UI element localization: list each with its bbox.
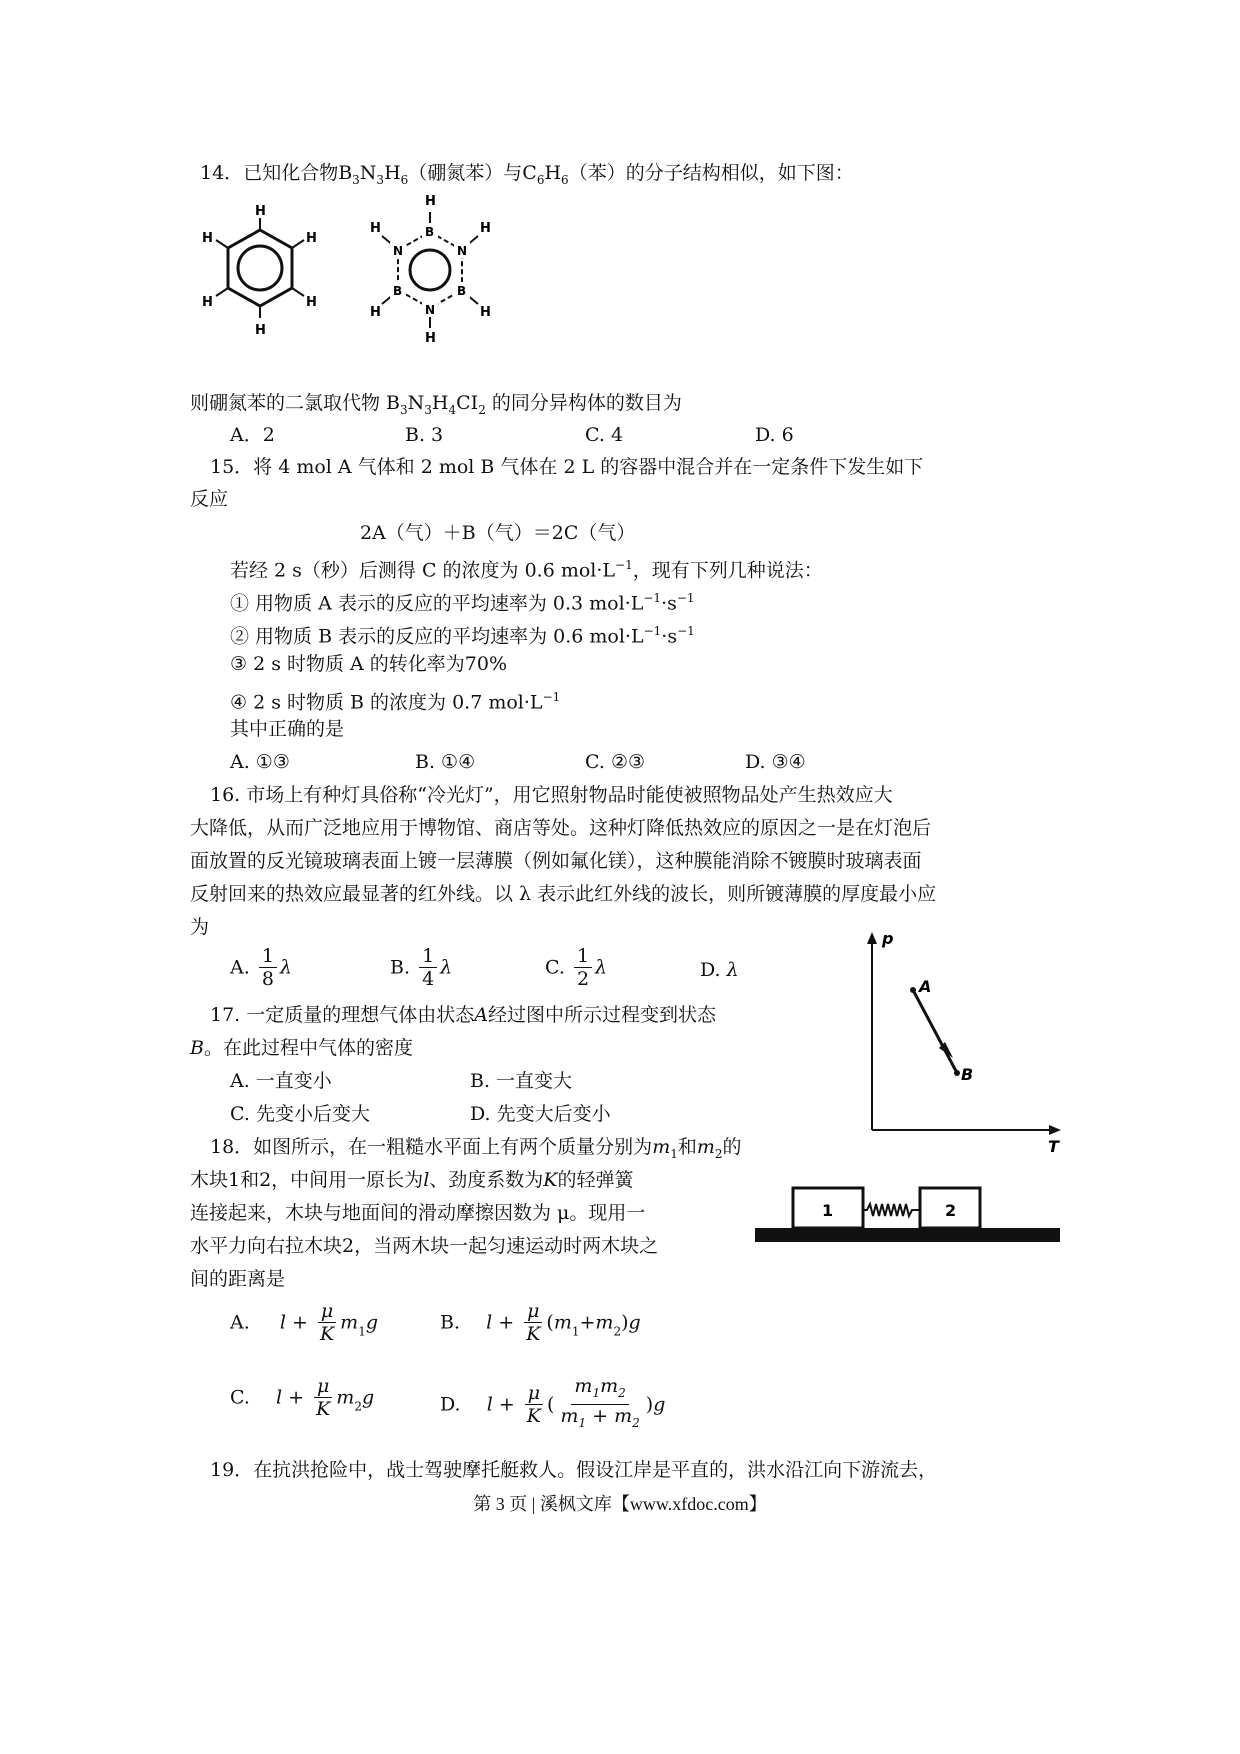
q18-option-a: A. l + $\frac{\mu}{K}$ $m_1g$ — [230, 1300, 378, 1345]
q14-line: 14．已知化合物$B_3N_3H_6$（硼氮苯）与$C_6H_6$（苯）的分子结构相似，如下图： — [200, 162, 854, 187]
svg-text:H: H — [255, 323, 266, 338]
q15-line-3: 若经 2 s（秒）后测得 C 的浓度为 0.6 $mol\cdot L^{-1}$，现有下列几种说法： — [230, 558, 823, 582]
q18-option-d: D. l + $\frac{\mu}{K}$ ( $\frac{m_1m_2}{m_1 + m_2}$ )g — [440, 1375, 666, 1430]
svg-text:T: T — [1048, 1137, 1059, 1156]
svg-text:N: N — [425, 303, 436, 317]
svg-text:H: H — [480, 221, 491, 236]
q15-statement-4: ④ 2 s 时物质 B 的浓度为 0.7 $mol\cdot L^{-1}$ — [230, 690, 561, 714]
q14-option-b: B. 3 — [405, 424, 444, 446]
q15-statement-1: ① 用物质 A 表示的反应的平均速率为 0.3 $mol\cdot L^{-1}\cdot s^{-1}$ — [230, 591, 695, 615]
svg-text:H: H — [255, 204, 266, 219]
q14-option-d: D. 6 — [755, 424, 794, 446]
q15-line-2: 反应 — [190, 488, 229, 510]
benzene-diagram — [190, 200, 330, 360]
q16-line-3: 面放置的反光镜玻璃表面上镀一层薄膜（例如氟化镁），这种膜能消除不镀膜时玻璃表面 — [190, 850, 922, 872]
q18-line-4: 水平力向右拉木块2，当两木块一起匀速运动时两木块之 — [190, 1235, 659, 1257]
q15-option-b: B. ①④ — [415, 751, 476, 773]
svg-text:A: A — [919, 977, 932, 996]
q14-option-c: C. 4 — [585, 424, 624, 446]
q17-option-b: B. 一直变大 — [470, 1070, 573, 1092]
svg-text:N: N — [393, 244, 404, 258]
q18-line-2: 木块1和2，中间用一原长为l、劲度系数为K的轻弹簧 — [190, 1169, 634, 1191]
svg-text:2: 2 — [945, 1201, 957, 1220]
q18-line-1: 18．如图所示，在一粗糙水平面上有两个质量分别为$m_1$和$m_2$的 — [210, 1136, 742, 1161]
svg-text:H: H — [306, 295, 317, 310]
q19-line-1: 19．在抗洪抢险中，战士驾驶摩托艇救人。假设江岸是平直的，洪水沿江向下游流去， — [210, 1459, 938, 1481]
svg-text:B: B — [961, 1065, 974, 1084]
q17-line-2: B。在此过程中气体的密度 — [190, 1037, 413, 1059]
q15-statement-3: ③ 2 s 时物质 A 的转化率为70% — [230, 653, 508, 675]
svg-text:1: 1 — [822, 1201, 834, 1220]
q16-option-d: D. λ — [700, 959, 739, 981]
q16-line-1: 16. 市场上有种灯具俗称“冷光灯”，用它照射物品时能使被照物品处产生热效应大 — [210, 784, 893, 806]
q17-line-1: 17. 一定质量的理想气体由状态A经过图中所示过程变到状态 — [210, 1004, 717, 1026]
q15-option-a: A. ①③ — [230, 751, 290, 773]
q17-option-d: D. 先变大后变小 — [470, 1103, 611, 1125]
q16-option-a: A. $\frac{1}{8}$ λ — [230, 945, 292, 990]
svg-text:N: N — [457, 244, 468, 258]
svg-text:H: H — [425, 194, 436, 209]
svg-text:H: H — [202, 231, 213, 246]
q15-question: 其中正确的是 — [230, 718, 345, 740]
page-footer: 第 3 页 | 溪枫文库【www.xfdoc.com】 — [473, 1494, 767, 1514]
q15-equation: 2A（气）＋B（气）＝2C（气） — [360, 522, 636, 544]
q16-line-4: 反射回来的热效应最显著的红外线。以 λ 表示此红外线的波长，则所镀薄膜的厚度最小应 — [190, 883, 937, 905]
q16-option-b: B. $\frac{1}{4}$ λ — [390, 945, 453, 990]
q15-option-d: D. ③④ — [745, 751, 806, 773]
svg-text:H: H — [425, 331, 436, 346]
q18-line-5: 间的距离是 — [190, 1268, 286, 1290]
q16-line-5: 为 — [190, 916, 210, 938]
svg-text:p: p — [882, 929, 894, 948]
svg-text:H: H — [370, 221, 381, 236]
q17-option-c: C. 先变小后变大 — [230, 1103, 370, 1125]
svg-text:B: B — [457, 284, 467, 298]
pressure-temperature-graph — [855, 929, 1065, 1156]
svg-text:H: H — [202, 295, 213, 310]
q15-option-c: C. ②③ — [585, 751, 646, 773]
q18-line-3: 连接起来，木块与地面间的滑动摩擦因数为 μ。现用一 — [190, 1202, 646, 1224]
q17-option-a: A. 一直变小 — [230, 1070, 332, 1092]
spring-blocks-diagram — [755, 1180, 1065, 1250]
q15-line-1: 15．将 4 mol A 气体和 2 mol B 气体在 2 L 的容器中混合并在一定条件下发生如下 — [210, 456, 924, 478]
q14-question: 则硼氮苯的二氯取代物 $B_3N_3H_4CI_2$ 的同分异构体的数目为 — [190, 392, 682, 417]
svg-text:H: H — [306, 231, 317, 246]
q18-option-c: C. l + $\frac{\mu}{K}$ $m_2g$ — [230, 1375, 375, 1420]
svg-text:B: B — [393, 284, 403, 298]
svg-text:H: H — [370, 305, 381, 320]
q15-statement-2: ② 用物质 B 表示的反应的平均速率为 0.6 $mol\cdot L^{-1}\cdot s^{-1}$ — [230, 624, 695, 648]
svg-text:H: H — [480, 305, 491, 320]
borazine-diagram — [350, 190, 510, 370]
q16-line-2: 大降低，从而广泛地应用于博物馆、商店等处。这种灯降低热效应的原因之一是在灯泡后 — [190, 817, 932, 839]
q18-option-b: B. l + $\frac{\mu}{K}$ $(m_1+m_2)g$ — [440, 1300, 641, 1345]
q16-option-c: C. $\frac{1}{2}$ λ — [545, 945, 608, 990]
svg-text:B: B — [425, 225, 435, 239]
q14-option-a: A．2 — [230, 424, 275, 446]
